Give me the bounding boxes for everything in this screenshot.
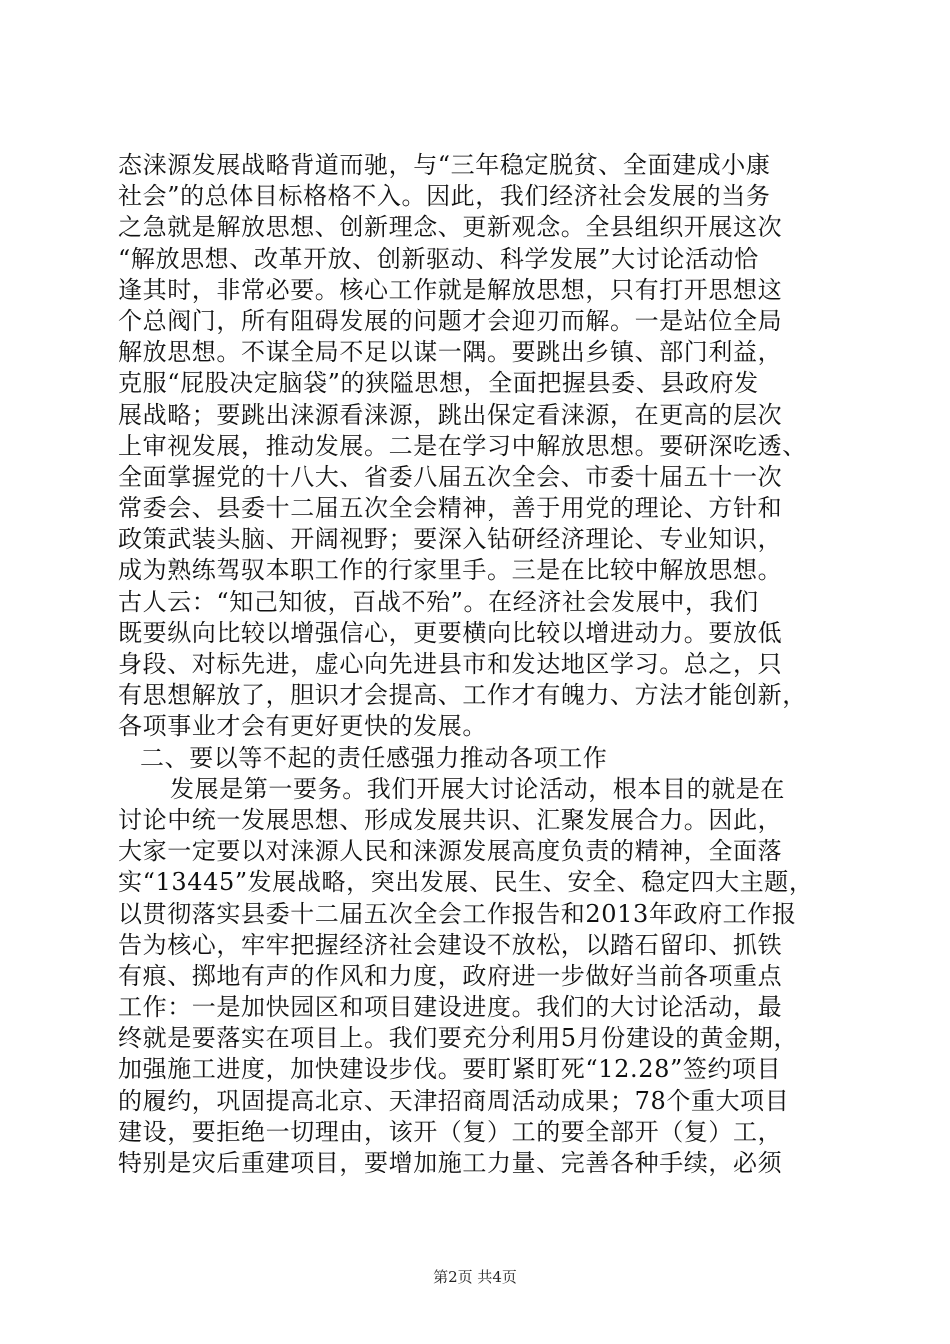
text-line: 以贯彻落实县委十二届五次全会工作报告和2013年政府工作报 — [118, 899, 797, 928]
text-line: 既要纵向比较以增强信心，更要横向比较以增进动力。要放低 — [118, 618, 783, 647]
paragraph-first-line: 发展是第一要务。我们开展大讨论活动，根本目的就是在 — [170, 774, 785, 803]
text-line: 工作：一是加快园区和项目建设进度。我们的大讨论活动，最 — [118, 993, 783, 1022]
text-line: 大家一定要以对涞源人民和涞源发展高度负责的精神，全面落 — [118, 837, 783, 866]
text-line: 身段、对标先进，虚心向先进县市和发达地区学习。总之，只 — [118, 650, 783, 678]
text-line: 克服“屁股决定脑袋”的狭隘思想，全面把握县委、县政府发 — [118, 369, 759, 398]
text-line: 展战略；要跳出涞源看涞源，跳出保定看涞源，在更高的层次 — [118, 400, 783, 429]
section-heading: 二、要以等不起的责任感强力推动各项工作 — [140, 743, 608, 772]
text-line: 政策武装头脑、开阔视野；要深入钻研经济理论、专业知识， — [118, 525, 783, 554]
text-line: 告为核心，牢牢把握经济社会建设不放松，以踏石留印、抓铁 — [118, 930, 783, 959]
text-line: 社会”的总体目标格格不入。因此，我们经济社会发展的当务 — [118, 182, 771, 211]
text-line: 常委会、县委十二届五次全会精神，善于用党的理论、方针和 — [118, 494, 783, 523]
text-line: “解放思想、改革开放、创新驱动、科学发展”大讨论活动恰 — [118, 244, 759, 273]
document-body — [118, 150, 833, 1179]
page-number-footer: 第2页 共4页 — [433, 1268, 517, 1286]
text-line: 态涞源发展战略背道而驰，与“三年稳定脱贫、全面建成小康 — [118, 151, 771, 179]
text-line: 的履约，巩固提高北京、天津招商周活动成果；78个重大项目 — [118, 1086, 790, 1115]
text-line: 个总阀门，所有阻碍发展的问题才会迎刃而解。一是站位全局 — [118, 306, 783, 335]
text-line: 上审视发展，推动发展。二是在学习中解放思想。要研深吃透、 — [118, 431, 807, 460]
text-line: 逢其时，非常必要。核心工作就是解放思想，只有打开思想这 — [118, 275, 783, 304]
text-line: 讨论中统一发展思想、形成发展共识、汇聚发展合力。因此， — [118, 805, 783, 834]
text-line: 终就是要落实在项目上。我们要充分利用5月份建设的黄金期， — [118, 1024, 799, 1053]
text-line: 解放思想。不谋全局不足以谋一隅。要跳出乡镇、部门利益， — [118, 338, 783, 367]
text-line: 有思想解放了，胆识才会提高、工作才有魄力、方法才能创新， — [118, 681, 807, 710]
text-line: 成为熟练驾驭本职工作的行家里手。三是在比较中解放思想。 — [118, 556, 783, 585]
text-line: 加强施工进度，加快建设步伐。要盯紧盯死“12.28”签约项目 — [118, 1055, 782, 1084]
text-line: 之急就是解放思想、创新理念、更新观念。全县组织开展这次 — [118, 213, 783, 242]
text-line: 古人云：“知己知彼，百战不殆”。在经济社会发展中，我们 — [118, 587, 759, 616]
text-line: 实“13445”发展战略，突出发展、民生、安全、稳定四大主题， — [118, 868, 814, 897]
text-line: 建设，要拒绝一切理由，该开（复）工的要全部开（复）工， — [118, 1117, 783, 1146]
text-line: 特别是灾后重建项目，要增加施工力量、完善各种手续，必须 — [118, 1149, 783, 1177]
text-line: 有痕、掷地有声的作风和力度，政府进一步做好当前各项重点 — [118, 961, 783, 990]
text-line: 全面掌握党的十八大、省委八届五次全会、市委十届五十一次 — [118, 462, 783, 491]
text-line: 各项事业才会有更好更快的发展。 — [118, 712, 487, 741]
